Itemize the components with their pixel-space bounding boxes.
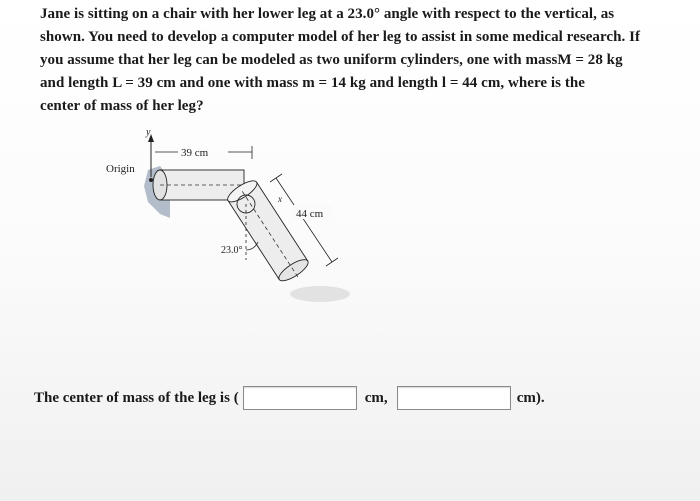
lower-length-label: 44 cm bbox=[296, 208, 324, 220]
lower-leg-group bbox=[225, 177, 312, 286]
y-axis-label: y bbox=[146, 127, 151, 138]
answer-row bbox=[34, 384, 545, 412]
leg-diagram-svg bbox=[100, 122, 360, 312]
origin-label: Origin bbox=[106, 163, 135, 175]
angle-label: 23.0° bbox=[221, 245, 243, 256]
answer-prompt: The center of mass of the leg is ( bbox=[34, 389, 239, 406]
lower-length-dim-tick-top bbox=[270, 174, 282, 182]
center-of-mass-x-input[interactable] bbox=[243, 386, 357, 410]
foot-shadow bbox=[290, 286, 350, 302]
x-unit-label: cm, bbox=[364, 389, 388, 406]
leg-diagram bbox=[100, 122, 360, 312]
center-of-mass-y-input[interactable] bbox=[397, 386, 511, 410]
origin-dot bbox=[149, 178, 153, 182]
upper-length-label: 39 cm bbox=[181, 147, 209, 159]
x-axis-label: x bbox=[278, 194, 282, 204]
y-unit-label: cm). bbox=[516, 389, 545, 406]
lower-length-dim-tick-bottom bbox=[326, 258, 338, 266]
problem-statement: Jane is sitting on a chair with her lower leg at a 23.0° angle with respect to the vertical, as shown. You need to develop a computer model of her leg to assist in some medical research. If you assume that her leg can be modeled as two uniform cylinders, one with massM = 28 kg and length L = 39 cm and one with mass m = 14 kg and length l = 44 cm, where is the center of mass of her leg? bbox=[40, 6, 641, 114]
